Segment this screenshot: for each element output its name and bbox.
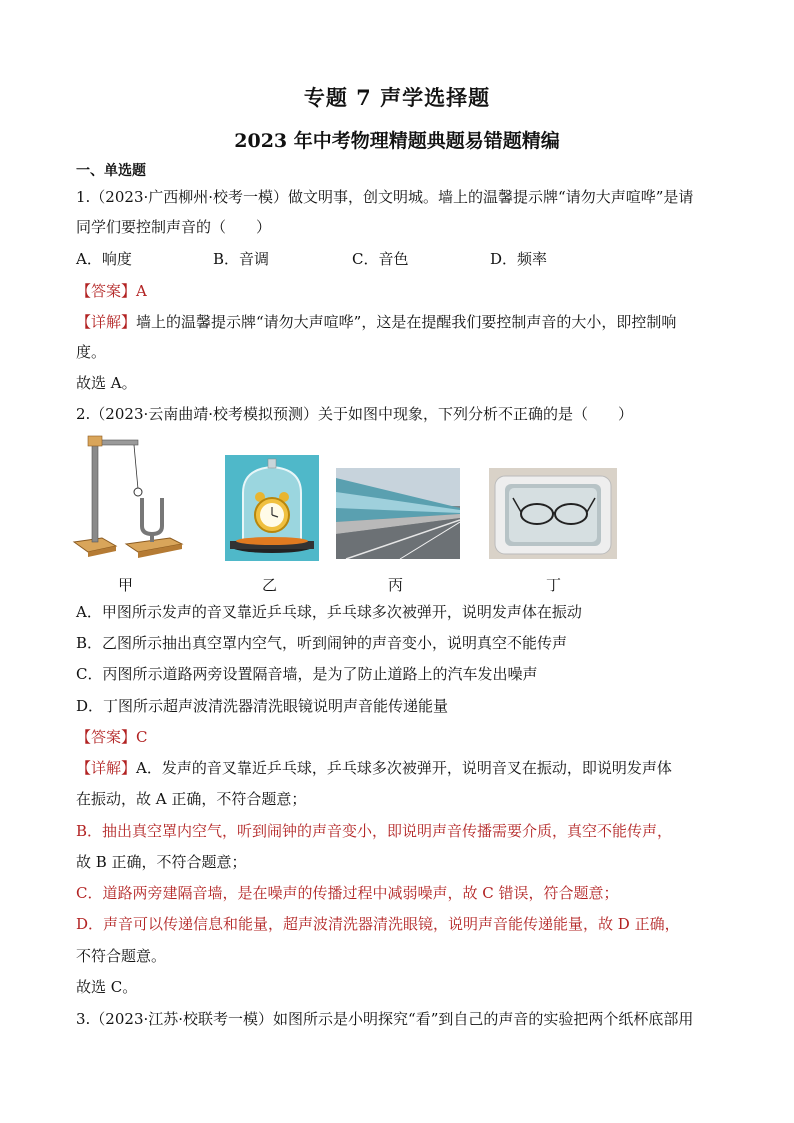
figure-jia-tuning-fork: [72, 434, 184, 560]
q2-detail-d-line1: D．声音可以传递信息和能量，超声波清洗器清洗眼镜，说明声音能传递能量，故 D 正确，: [76, 915, 680, 933]
q2-detail-b-line2: 故 B 正确，不符合题意；: [76, 853, 247, 871]
figure-bing-road: [336, 468, 460, 559]
q3-stem: 3.（2023·江苏·校联考一模）如图所示是小明探究“看”到自己的声音的实验把两个纸杯底部用: [76, 1010, 694, 1028]
q2-stem: 2.（2023·云南曲靖·校考模拟预测）关于如图中现象，下列分析不正确的是（ ）: [76, 405, 634, 423]
q1-detail-tag: 【详解】: [76, 313, 137, 331]
q1-option-a: A．响度: [76, 250, 132, 268]
figure-caption-bing: 丙: [388, 576, 404, 594]
q2-answer-tag: 【答案】: [76, 728, 137, 746]
q2-detail-b-text: B．抽出真空罩内空气，听到闹钟的声音变小，即说明声音传播需要介质，真空不能传声，: [76, 822, 673, 840]
q1-answer-tag: 【答案】: [76, 282, 137, 300]
q1-stem-line2: 同学们要控制声音的（ ）: [76, 218, 272, 236]
figure-caption-yi: 乙: [262, 576, 278, 594]
document-subtitle: 2023 年中考物理精题典题易错题精编: [234, 130, 560, 152]
q2-conclusion: 故选 C。: [76, 978, 138, 996]
q2-detail-a-line1: [76, 758, 672, 778]
figure-yi-bell-jar: [225, 455, 319, 561]
q1-option-b: B．音调: [213, 250, 270, 268]
q2-option-a: A．甲图所示发声的音叉靠近乒乓球，乒乓球多次被弹开，说明发声体在振动: [76, 603, 582, 621]
q2-detail-a-line2: 在振动，故 A 正确，不符合题意；: [76, 790, 307, 808]
q2-detail-tag: 【详解】: [76, 759, 137, 777]
q2-answer: [76, 727, 148, 747]
q1-option-d: D．频率: [490, 250, 548, 268]
document-title: 专题 7 声学选择题: [303, 85, 491, 110]
q2-detail-b-line1: [76, 821, 672, 841]
q2-detail-a-text: A．发声的音叉靠近乒乓球，乒乓球多次被弹开，说明音叉在振动，即说明发声体: [136, 759, 672, 777]
q1-options: [76, 248, 716, 268]
q1-conclusion: 故选 A。: [76, 374, 137, 392]
figure-ding-cleaner: [489, 468, 617, 559]
q1-stem-line1: 1.（2023·广西柳州·校考一模）做文明事，创文明城。墙上的温馨提示牌“请勿大声喧哗”是请: [76, 188, 694, 206]
figure-caption-ding: 丁: [546, 576, 562, 594]
q1-detail-line1: [76, 312, 676, 332]
q1-detail-text: 墙上的温馨提示牌“请勿大声喧哗”，这是在提醒我们要控制声音的大小，即控制响: [136, 313, 677, 331]
section-heading: 一、单选题: [76, 163, 146, 179]
q1-detail-line2: 度。: [76, 343, 107, 361]
q1-option-c: C．音色: [352, 250, 409, 268]
q2-detail-d-line2: 不符合题意。: [76, 947, 167, 965]
q2-detail-c-line1: C．道路两旁建隔音墙，是在噪声的传播过程中减弱噪声，故 C 错误，符合题意；: [76, 884, 619, 902]
q1-answer: [76, 281, 147, 301]
q2-option-b: B．乙图所示抽出真空罩内空气，听到闹钟的声音变小，说明真空不能传声: [76, 634, 568, 652]
q2-answer-value: C: [136, 728, 148, 746]
q2-option-d: D．丁图所示超声波清洗器清洗眼镜说明声音能传递能量: [76, 697, 449, 715]
figure-caption-jia: 甲: [118, 576, 134, 594]
q1-answer-value: A: [136, 282, 147, 300]
q2-option-c: C．丙图所示道路两旁设置隔音墙，是为了防止道路上的汽车发出噪声: [76, 665, 538, 683]
